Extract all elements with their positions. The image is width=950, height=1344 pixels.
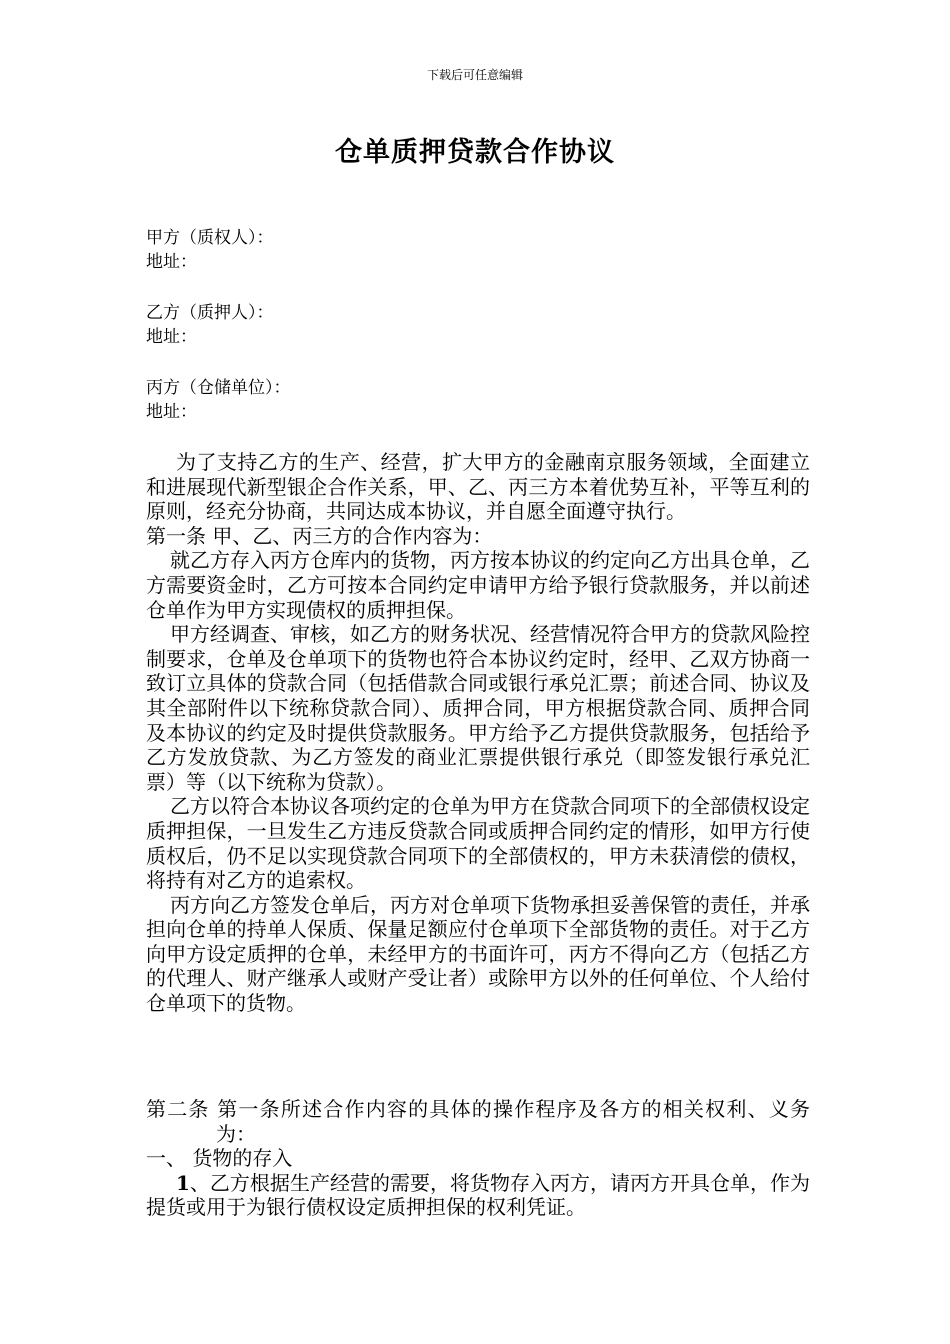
intro-paragraph: 为了支持乙方的生产、经营，扩大甲方的金融南京服务领域，全面建立和进展现代新型银企合作关系，甲、乙、丙三方本着优势互补，平等互利的原则，经充分协商，共同达成本协议，并自愿全面遵守执行。: [146, 450, 810, 524]
document-title: 仓单质押贷款合作协议: [335, 137, 615, 168]
article-1-paragraph-3: 乙方以符合本协议各项约定的仓单为甲方在贷款合同项下的全部债权设定质押担保，一旦发生乙方违反贷款合同或质押合同约定的情形，如甲方行使质权后，仍不足以实现贷款合同项下的全部债权的，甲方未获清偿的债权，将持有对乙方的追索权。: [146, 794, 810, 893]
item-1-number: 1: [176, 1170, 190, 1195]
party-a-address: 地址：: [146, 252, 197, 272]
article-1-paragraph-4: 丙方向乙方签发仓单后，丙方对仓单项下货物承担妥善保管的责任，并承担向仓单的持单人保质、保量足额应付仓单项下全部货物的责任。对于乙方向甲方设定质押的仓单，未经甲方的书面许可，丙方不得向乙方（包括乙方的代理人、财产继承人或财产受让者）或除甲方以外的任何单位、个人给付仓单项下的货物。: [146, 892, 810, 1016]
agreement-body: [146, 450, 810, 1016]
item-1-paragraph: [146, 1171, 810, 1220]
party-b-label: 乙方（质押人）：: [146, 303, 274, 323]
section-1-heading: 一、 货物的存入: [146, 1146, 293, 1171]
item-1-text: 、乙方根据生产经营的需要，将货物存入丙方，请丙方开具仓单，作为提货或用于为银行债权设定质押担保的权利凭证。: [146, 1170, 810, 1220]
header-note: 下载后可任意编辑: [426, 68, 523, 82]
party-c-label: 丙方（仓储单位）：: [146, 378, 291, 398]
article-1-heading: 第一条 甲、乙、丙三方的合作内容为：: [146, 523, 493, 548]
article-1-paragraph-2: 甲方经调查、审核，如乙方的财务状况、经营情况符合甲方的贷款风险控制要求，仓单及仓单项下的货物也符合本协议约定时，经甲、乙双方协商一致订立具体的贷款合同（包括借款合同或银行承兑汇票；前述合同、协议及其全部附件以下统称贷款合同）、质押合同，甲方根据贷款合同、质押合同及本协议的约定及时提供贷款服务。甲方给予乙方提供贷款服务，包括给予乙方发放贷款、为乙方签发的商业汇票提供银行承兑（即签发银行承兑汇票）等（以下统称为贷款）。: [146, 622, 810, 794]
article-1-paragraph-1: 就乙方存入丙方仓库内的货物，丙方按本协议的约定向乙方出具仓单，乙方需要资金时，乙方可按本合同约定申请甲方给予银行贷款服务，并以前述仓单作为甲方实现债权的质押担保。: [146, 548, 810, 622]
party-a-label: 甲方（质权人）：: [146, 228, 274, 248]
article-2-heading: 第二条 第一条所述合作内容的具体的操作程序及各方的相关权利、义务为：: [146, 1097, 810, 1146]
party-c-address: 地址：: [146, 402, 197, 422]
article-2: [146, 1097, 810, 1220]
party-b-address: 地址：: [146, 327, 197, 347]
